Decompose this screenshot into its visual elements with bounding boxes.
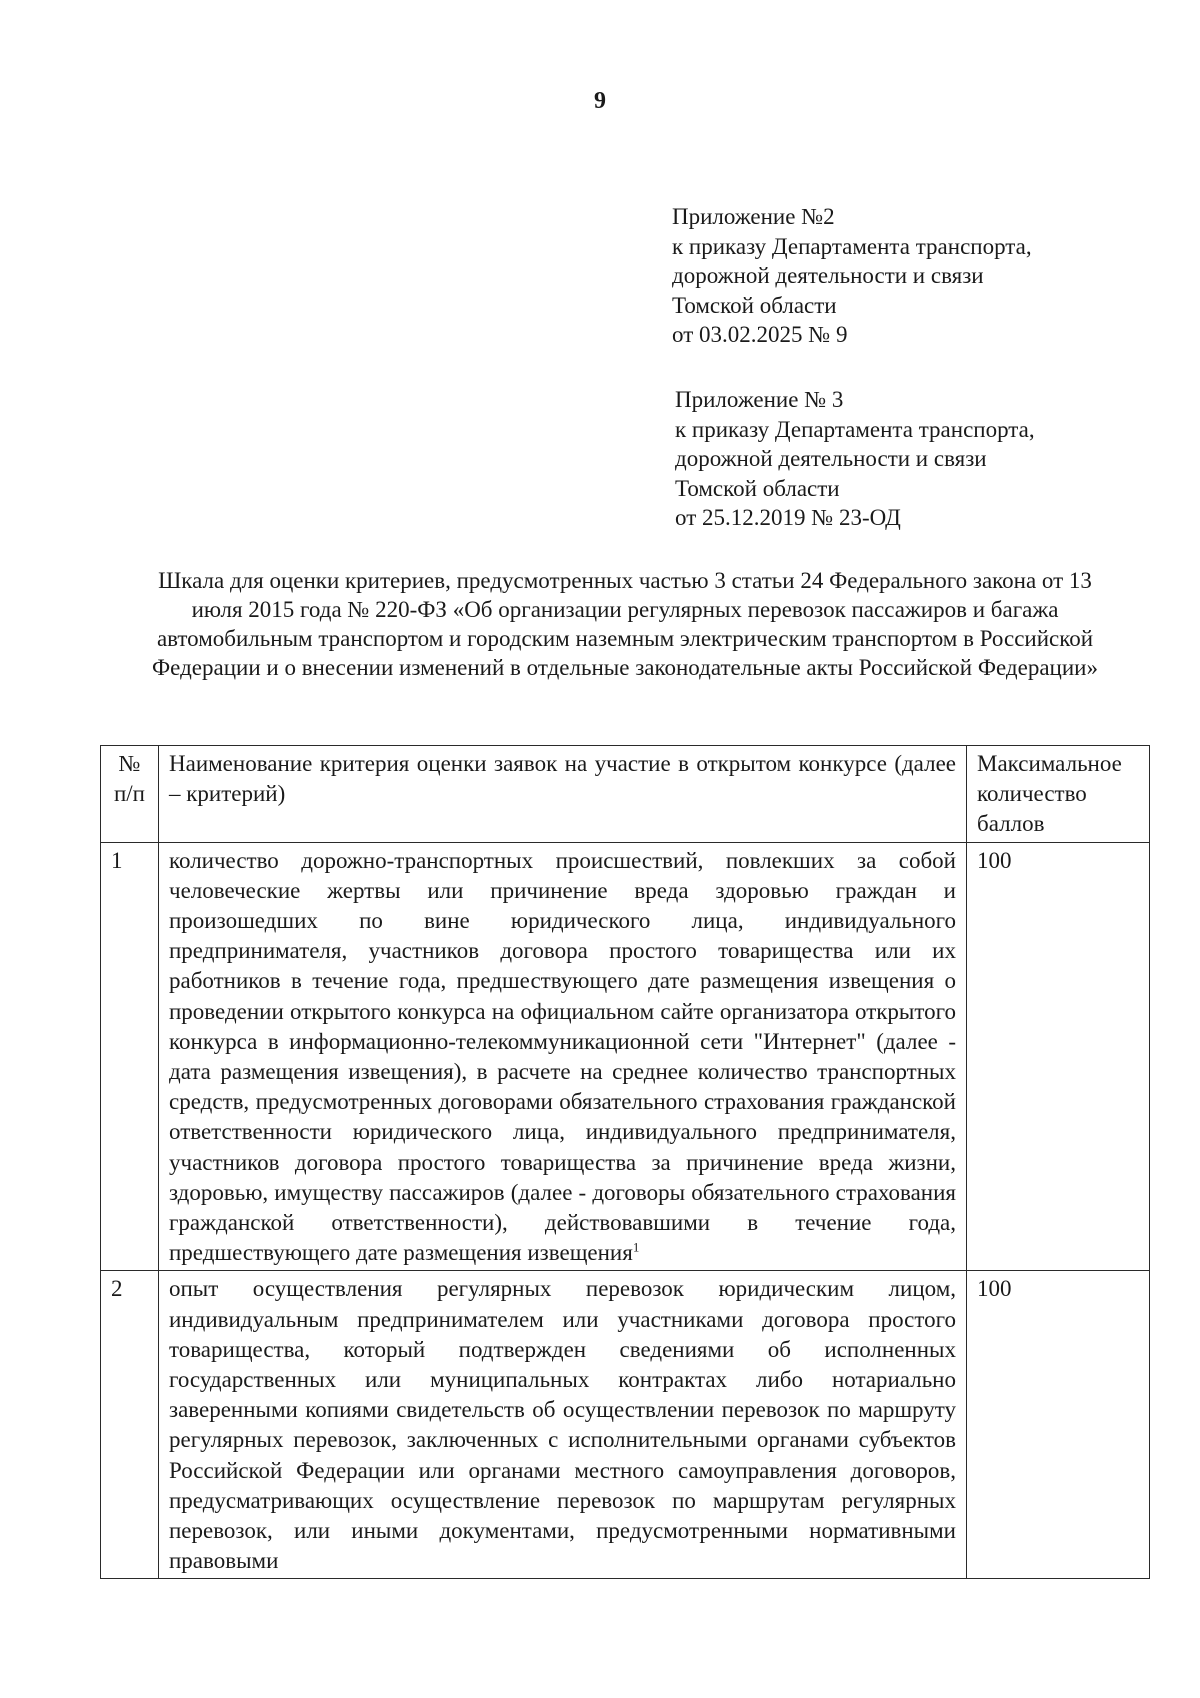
criteria-table [100, 745, 1150, 1579]
footnote-mark: 1 [632, 1239, 640, 1255]
page-number: 9 [594, 88, 606, 114]
table-header-row [101, 746, 1150, 843]
appendix-2-line: к приказу Департамента транспорта, [672, 233, 1032, 259]
appendix-2-line: Томской области [672, 292, 837, 318]
appendix-3-line: от 25.12.2019 № 23-ОД [675, 505, 901, 530]
table-row [101, 1271, 1150, 1579]
row-criterion [159, 842, 967, 1271]
appendix-3-line: Приложение № 3 [675, 387, 844, 412]
header-max-points: Максимальное количество баллов [967, 746, 1150, 843]
appendix-3-block [675, 385, 1035, 533]
row-number: 1 [101, 842, 159, 1271]
appendix-3-line: Томской области [675, 475, 840, 501]
appendix-2-line: дорожной деятельности и связи [672, 263, 984, 288]
row-criterion-text: опыт осуществления регулярных перевозок юридическим лицом, индивидуальным предпринимателем или участниками договора простого товарищества, который подтвержден сведениями об исполненных государственных или муниципальных контрактах либо нотариально заверенными копиями свидетельств об осуществлении перевозок по маршруту регулярных перевозок, заключенных с исполнительными органами субъектов Российской Федерации или органами местного самоуправления договоров, предусматривающих осуществление перевозок по маршрутам регулярных перевозок, или иными документами, предусмотренными нормативными правовыми [169, 1276, 956, 1574]
row-number: 2 [101, 1271, 159, 1579]
row-criterion [159, 1271, 967, 1579]
header-number: № п/п [101, 746, 159, 843]
appendix-2-line: Приложение №2 [672, 204, 835, 229]
row-max-points: 100 [967, 1271, 1150, 1579]
header-criterion: Наименование критерия оценки заявок на участие в открытом конкурсе (далее – критерий) [159, 746, 967, 843]
appendix-3-line: дорожной деятельности и связи [675, 446, 987, 471]
document-title: Шкала для оценки критериев, предусмотренных частью 3 статьи 24 Федерального закона от 13 июля 2015 года № 220-ФЗ «Об организации регулярных перевозок пассажиров и багажа автомобильным транспортом и городским наземным электрическим транспортом в Российской Федерации и о внесении изменений в отдельные законодательные акты Российской Федерации» [152, 568, 1098, 680]
row-criterion-text: количество дорожно-транспортных происшествий, повлекших за собой человеческие жертвы или причинение вреда здоровью граждан и произошедших по вине юридического лица, индивидуального предпринимателя, участников договора простого товарищества или их работников в течение года, предшествующего дате размещения извещения о проведении открытого конкурса на официальном сайте организатора открытого конкурса в информационно-телекоммуникационной сети "Интернет" (далее - дата размещения извещения), в расчете на среднее количество транспортных средств, предусмотренных договорами обязательного страхования гражданской ответственности юридического лица, индивидуального предпринимателя, участников договора простого товарищества за причинение вреда жизни, здоровью, имуществу пассажиров (далее - договоры обязательного страхования гражданской ответственности), действовавшими в течение года, предшествующего дате размещения извещения [169, 847, 956, 1266]
row-max-points: 100 [967, 842, 1150, 1271]
appendix-3-line: к приказу Департамента транспорта, [675, 416, 1035, 442]
appendix-2-line: от 03.02.2025 № 9 [672, 322, 848, 347]
appendix-2-block [672, 202, 1032, 350]
table-row [101, 842, 1150, 1271]
